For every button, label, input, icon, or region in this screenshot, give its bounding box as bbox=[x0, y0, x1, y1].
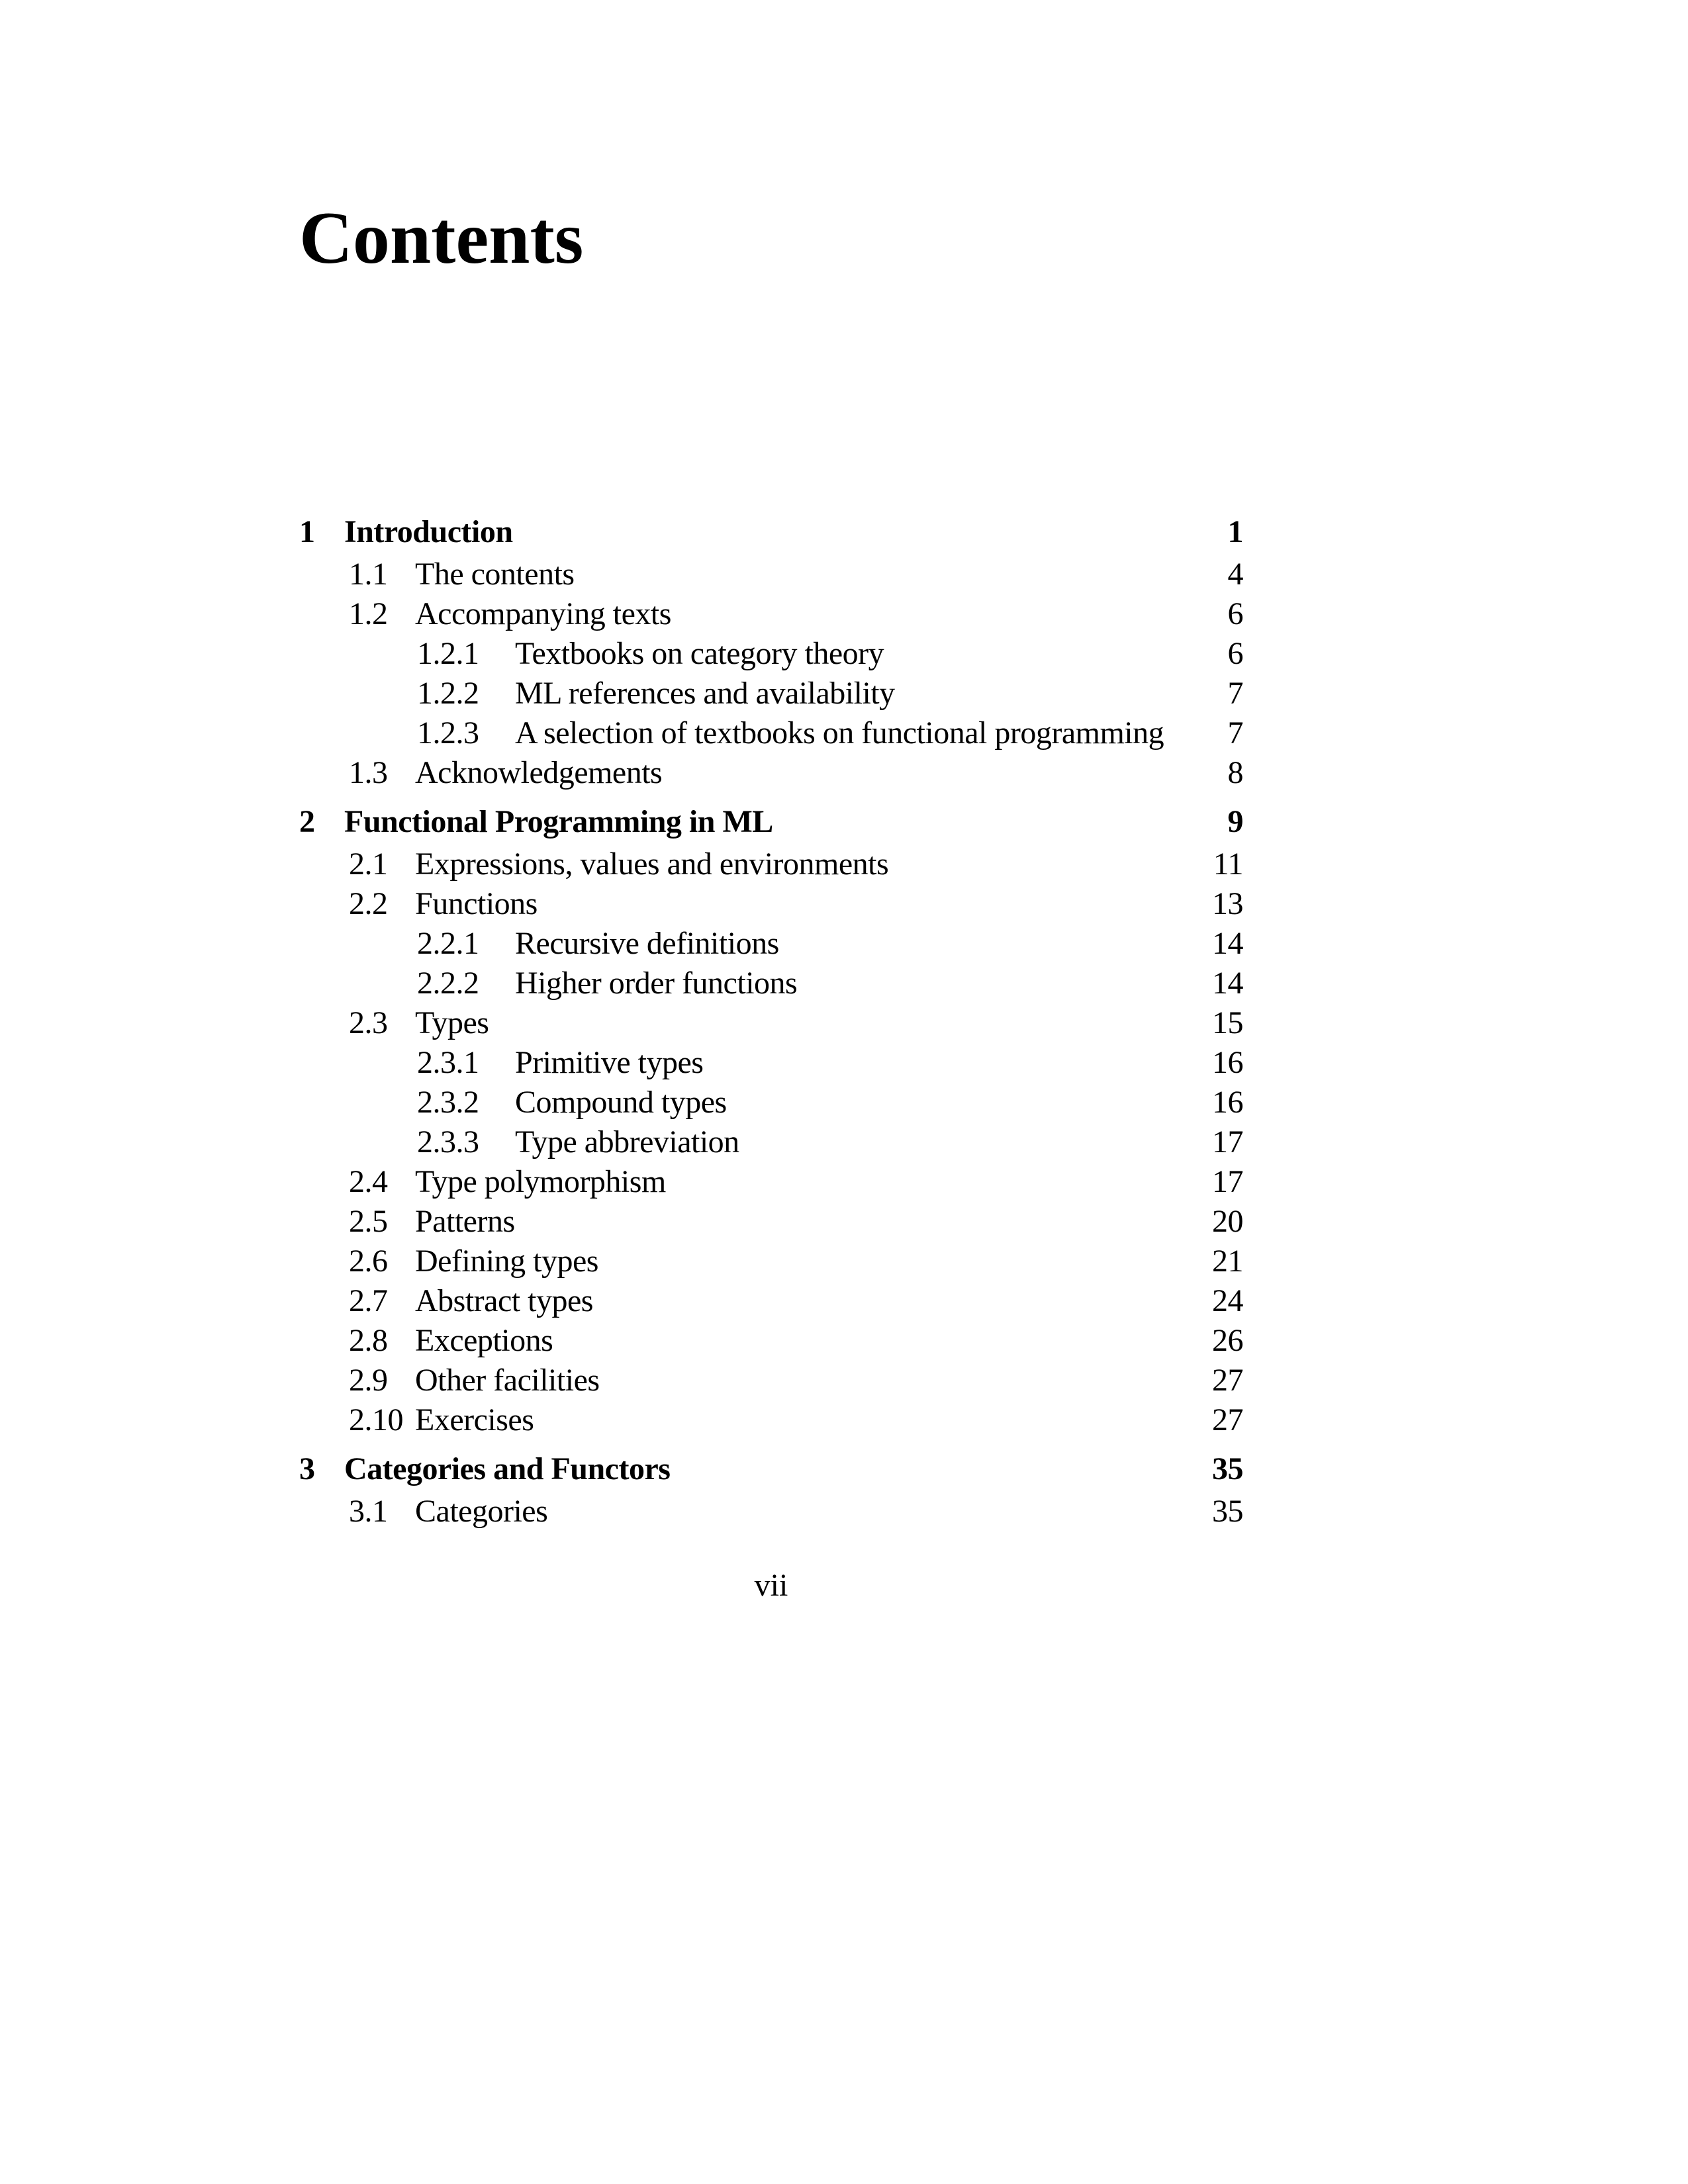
toc-entry bbox=[299, 713, 1243, 753]
toc-entry-page: 16 bbox=[1212, 1045, 1243, 1080]
toc-entry-title: Categories bbox=[415, 1494, 548, 1529]
toc-entry-number: 1.2.3 bbox=[417, 715, 479, 751]
toc-entry-page: 35 bbox=[1212, 1494, 1243, 1529]
toc-entry-title: Exercises bbox=[415, 1402, 534, 1437]
toc-list bbox=[299, 512, 1243, 1531]
toc-entry-page: 14 bbox=[1212, 966, 1243, 1001]
toc-entry-title: A selection of textbooks on functional programming bbox=[515, 715, 1164, 751]
toc-entry-number: 2.3.3 bbox=[417, 1124, 479, 1160]
toc-entry-title: Defining types bbox=[415, 1244, 598, 1279]
toc-entry bbox=[299, 594, 1243, 634]
toc-entry-page: 35 bbox=[1212, 1451, 1243, 1486]
toc-entry-number: 2.4 bbox=[349, 1164, 388, 1199]
toc-entry-title: Recursive definitions bbox=[515, 926, 779, 961]
toc-entry-title: Categories and Functors bbox=[344, 1451, 671, 1486]
toc-entry-title: Abstract types bbox=[415, 1283, 593, 1318]
toc-entry-number: 2.7 bbox=[349, 1283, 388, 1318]
toc-entry bbox=[299, 1281, 1243, 1321]
toc-entry-number: 2.2 bbox=[349, 886, 388, 921]
toc-entry-title: Exceptions bbox=[415, 1323, 553, 1358]
toc-entry-title: Type polymorphism bbox=[415, 1164, 666, 1199]
toc-entry-number: 1 bbox=[299, 514, 315, 549]
toc-entry-page: 16 bbox=[1212, 1085, 1243, 1120]
toc-entry-title: The contents bbox=[415, 557, 575, 592]
toc-entry-page: 4 bbox=[1227, 557, 1243, 592]
toc-entry-page: 6 bbox=[1227, 636, 1243, 671]
toc-entry-number: 2.9 bbox=[349, 1363, 388, 1398]
toc-entry-page: 9 bbox=[1227, 804, 1243, 839]
toc-entry-page: 24 bbox=[1212, 1283, 1243, 1318]
toc-entry-title: Primitive types bbox=[515, 1045, 704, 1080]
toc-entry bbox=[299, 884, 1243, 924]
toc-entry bbox=[299, 753, 1243, 793]
toc-entry bbox=[299, 1321, 1243, 1361]
toc-entry-title: Other facilities bbox=[415, 1363, 600, 1398]
toc-entry-title: Expressions, values and environments bbox=[415, 846, 889, 882]
toc-entry-number: 2.2.2 bbox=[417, 966, 479, 1001]
toc-entry-page: 27 bbox=[1212, 1363, 1243, 1398]
toc-entry-number: 3 bbox=[299, 1451, 315, 1486]
toc-entry bbox=[299, 924, 1243, 964]
toc-entry-number: 2.2.1 bbox=[417, 926, 479, 961]
toc-entry-title: Acknowledgements bbox=[415, 755, 663, 790]
toc-entry-number: 1.1 bbox=[349, 557, 388, 592]
page-number-footer: vii bbox=[754, 1568, 788, 1603]
toc-entry bbox=[299, 634, 1243, 674]
toc-entry bbox=[299, 1242, 1243, 1281]
toc-entry-number: 2.6 bbox=[349, 1244, 388, 1279]
toc-entry bbox=[299, 555, 1243, 594]
toc-entry-page: 17 bbox=[1212, 1164, 1243, 1199]
toc-entry bbox=[299, 1361, 1243, 1400]
toc-entry-title: Type abbreviation bbox=[515, 1124, 739, 1160]
toc-entry-page: 15 bbox=[1212, 1005, 1243, 1040]
toc-entry-number: 1.2 bbox=[349, 596, 388, 631]
toc-entry-number: 2.3 bbox=[349, 1005, 388, 1040]
toc-entry-page: 8 bbox=[1227, 755, 1243, 790]
toc-entry-number: 2 bbox=[299, 804, 315, 839]
toc-entry-title: Functions bbox=[415, 886, 538, 921]
toc-entry-page: 7 bbox=[1227, 676, 1243, 711]
toc-entry-page: 11 bbox=[1213, 846, 1243, 882]
toc-entry bbox=[299, 1492, 1243, 1531]
toc-entry-number: 2.8 bbox=[349, 1323, 388, 1358]
toc-entry bbox=[299, 1202, 1243, 1242]
toc-entry bbox=[299, 1003, 1243, 1043]
toc-entry-page: 14 bbox=[1212, 926, 1243, 961]
toc-entry bbox=[299, 1083, 1243, 1122]
toc-entry-number: 2.5 bbox=[349, 1204, 388, 1239]
toc-entry-page: 1 bbox=[1227, 514, 1243, 549]
toc-entry bbox=[299, 1449, 1243, 1489]
toc-entry-number: 2.3.2 bbox=[417, 1085, 479, 1120]
toc-entry-number: 1.2.2 bbox=[417, 676, 479, 711]
toc-entry-title: Accompanying texts bbox=[415, 596, 671, 631]
toc-entry-title: Patterns bbox=[415, 1204, 515, 1239]
toc-entry-page: 13 bbox=[1212, 886, 1243, 921]
toc-entry-title: ML references and availability bbox=[515, 676, 895, 711]
toc-entry-page: 21 bbox=[1212, 1244, 1243, 1279]
toc-entry bbox=[299, 674, 1243, 713]
toc-entry-page: 20 bbox=[1212, 1204, 1243, 1239]
toc-entry-number: 2.3.1 bbox=[417, 1045, 479, 1080]
toc-entry-number: 3.1 bbox=[349, 1494, 388, 1529]
toc-entry bbox=[299, 512, 1243, 552]
toc-entry-page: 7 bbox=[1227, 715, 1243, 751]
toc-entry-page: 6 bbox=[1227, 596, 1243, 631]
toc-entry-title: Compound types bbox=[515, 1085, 727, 1120]
toc-entry bbox=[299, 964, 1243, 1003]
toc-entry-page: 17 bbox=[1212, 1124, 1243, 1160]
toc-entry bbox=[299, 802, 1243, 842]
toc-entry-page: 26 bbox=[1212, 1323, 1243, 1358]
toc-entry bbox=[299, 1162, 1243, 1202]
toc-entry-title: Higher order functions bbox=[515, 966, 798, 1001]
toc-entry-number: 1.3 bbox=[349, 755, 388, 790]
toc-entry bbox=[299, 1122, 1243, 1162]
toc-entry bbox=[299, 844, 1243, 884]
toc-entry-number: 2.10 bbox=[349, 1402, 403, 1437]
toc-entry bbox=[299, 1400, 1243, 1440]
toc-entry-number: 1.2.1 bbox=[417, 636, 479, 671]
toc-entry-title: Introduction bbox=[344, 514, 513, 549]
toc-entry-title: Textbooks on category theory bbox=[515, 636, 884, 671]
toc-entry bbox=[299, 1043, 1243, 1083]
toc-entry-title: Types bbox=[415, 1005, 489, 1040]
toc-entry-number: 2.1 bbox=[349, 846, 388, 882]
toc-entry-page: 27 bbox=[1212, 1402, 1243, 1437]
page-title: Contents bbox=[299, 197, 584, 279]
toc-entry-title: Functional Programming in ML bbox=[344, 804, 773, 839]
